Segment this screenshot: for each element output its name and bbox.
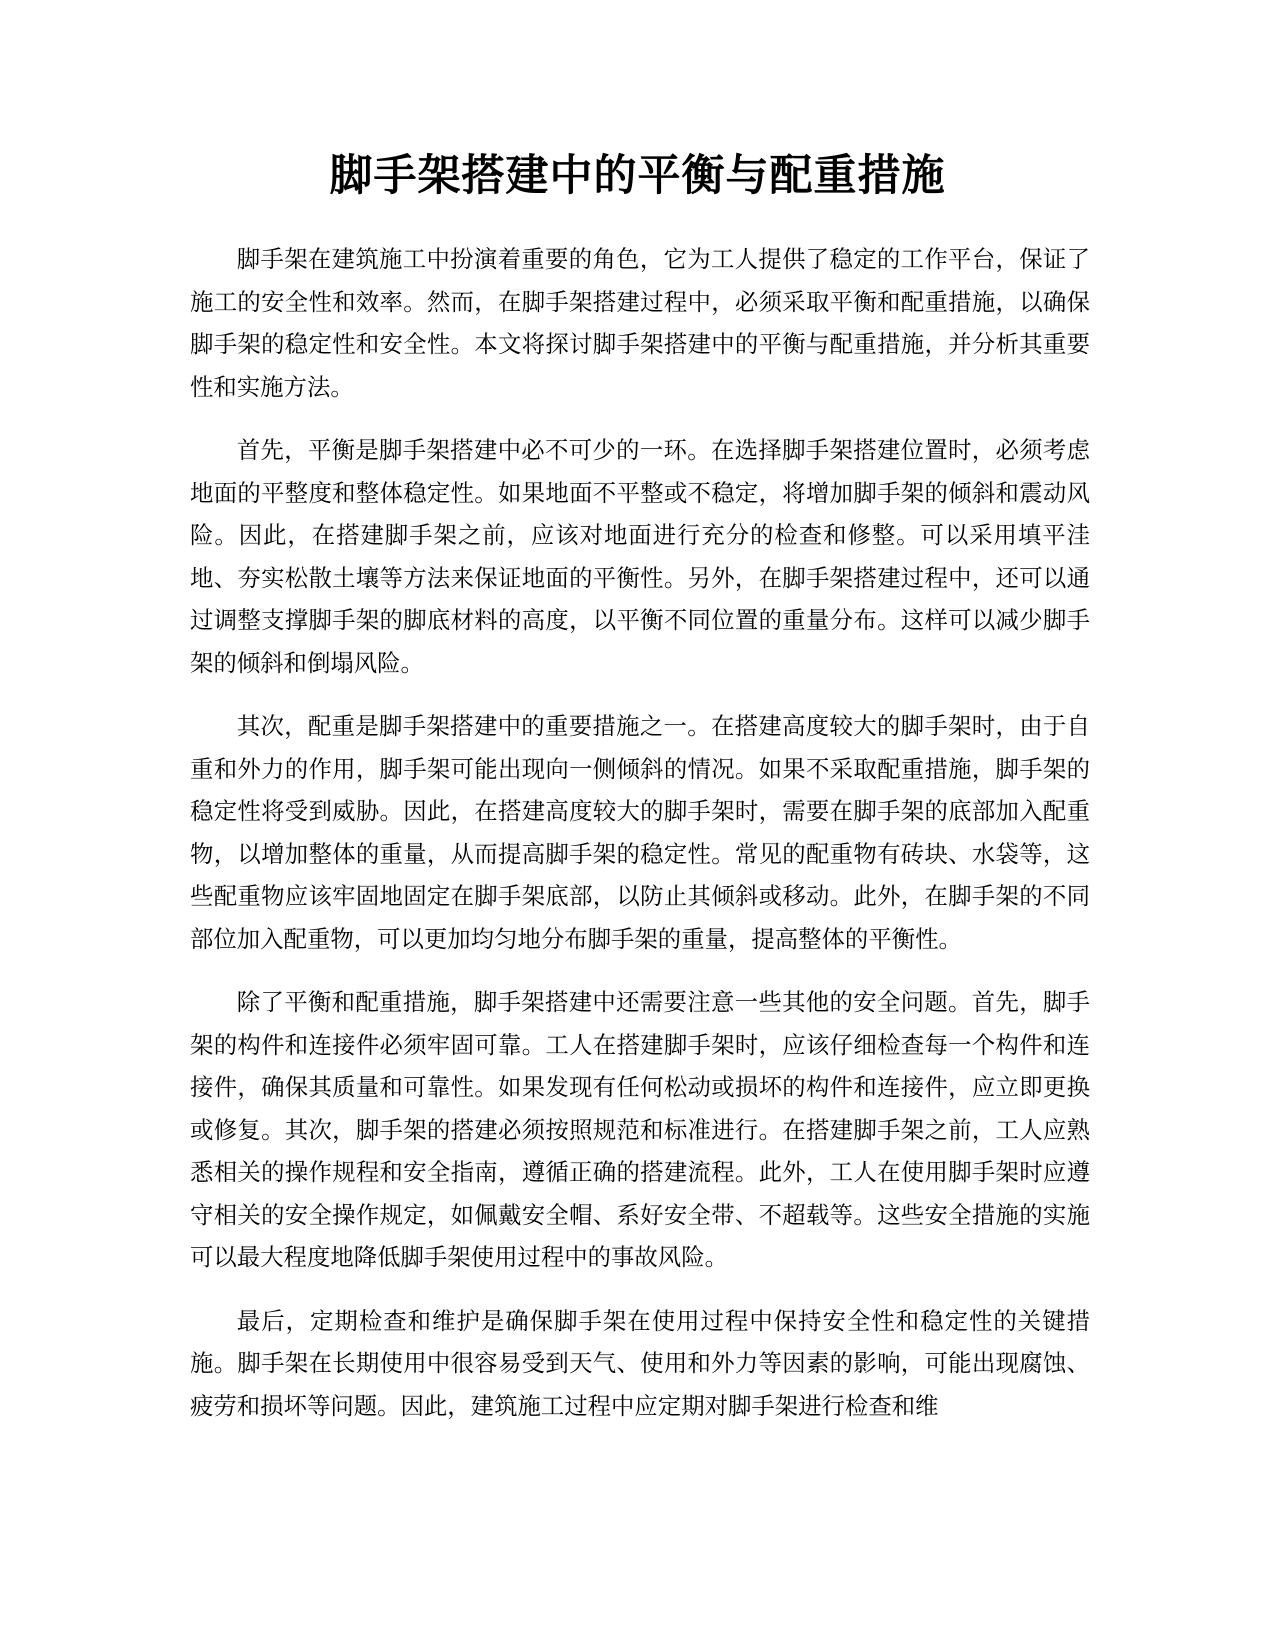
paragraph-inspection: 最后，定期检查和维护是确保脚手架在使用过程中保持安全性和稳定性的关键措施。脚手架在长期使用中很容易受到天气、使用和外力等因素的影响，可能出现腐蚀、疲劳和损坏等问题。因此，建筑施工过程中应定期对脚手架进行检查和维 [190, 1306, 1090, 1420]
document-body [190, 238, 1090, 1448]
paragraph-balance: 首先，平衡是脚手架搭建中必不可少的一环。在选择脚手架搭建位置时，必须考虑地面的平整度和整体稳定性。如果地面不平整或不稳定，将增加脚手架的倾斜和震动风险。因此，在搭建脚手架之前，应该对地面进行充分的检查和修整。可以采用填平洼地、夯实松散土壤等方法来保证地面的平衡性。另外，在脚手架搭建过程中，还可以通过调整支撑脚手架的脚底材料的高度，以平衡不同位置的重量分布。这样可以减少脚手架的倾斜和倒塌风险。 [190, 436, 1090, 677]
paragraph-intro: 脚手架在建筑施工中扮演着重要的角色，它为工人提供了稳定的工作平台，保证了施工的安全性和效率。然而，在脚手架搭建过程中，必须采取平衡和配重措施，以确保脚手架的稳定性和安全性。本文将探讨脚手架搭建中的平衡与配重措施，并分析其重要性和实施方法。 [190, 245, 1090, 401]
paragraph-counterweight: 其次，配重是脚手架搭建中的重要措施之一。在搭建高度较大的脚手架时，由于自重和外力的作用，脚手架可能出现向一侧倾斜的情况。如果不采取配重措施，脚手架的稳定性将受到威胁。因此，在搭建高度较大的脚手架时，需要在脚手架的底部加入配重物，以增加整体的重量，从而提高脚手架的稳定性。常见的配重物有砖块、水袋等，这些配重物应该牢固地固定在脚手架底部，以防止其倾斜或移动。此外，在脚手架的不同部位加入配重物，可以更加均匀地分布脚手架的重量，提高整体的平衡性。 [190, 712, 1090, 953]
document-title: 脚手架搭建中的平衡与配重措施 [329, 151, 946, 201]
paragraph-other-safety: 除了平衡和配重措施，脚手架搭建中还需要注意一些其他的安全问题。首先，脚手架的构件和连接件必须牢固可靠。工人在搭建脚手架时，应该仔细检查每一个构件和连接件，确保其质量和可靠性。如果发现有任何松动或损坏的构件和连接件，应立即更换或修复。其次，脚手架的搭建必须按照规范和标准进行。在搭建脚手架之前，工人应熟悉相关的操作规程和安全指南，遵循正确的搭建流程。此外，工人在使用脚手架时应遵守相关的安全操作规定，如佩戴安全帽、系好安全带、不超载等。这些安全措施的实施可以最大程度地降低脚手架使用过程中的事故风险。 [190, 988, 1090, 1271]
